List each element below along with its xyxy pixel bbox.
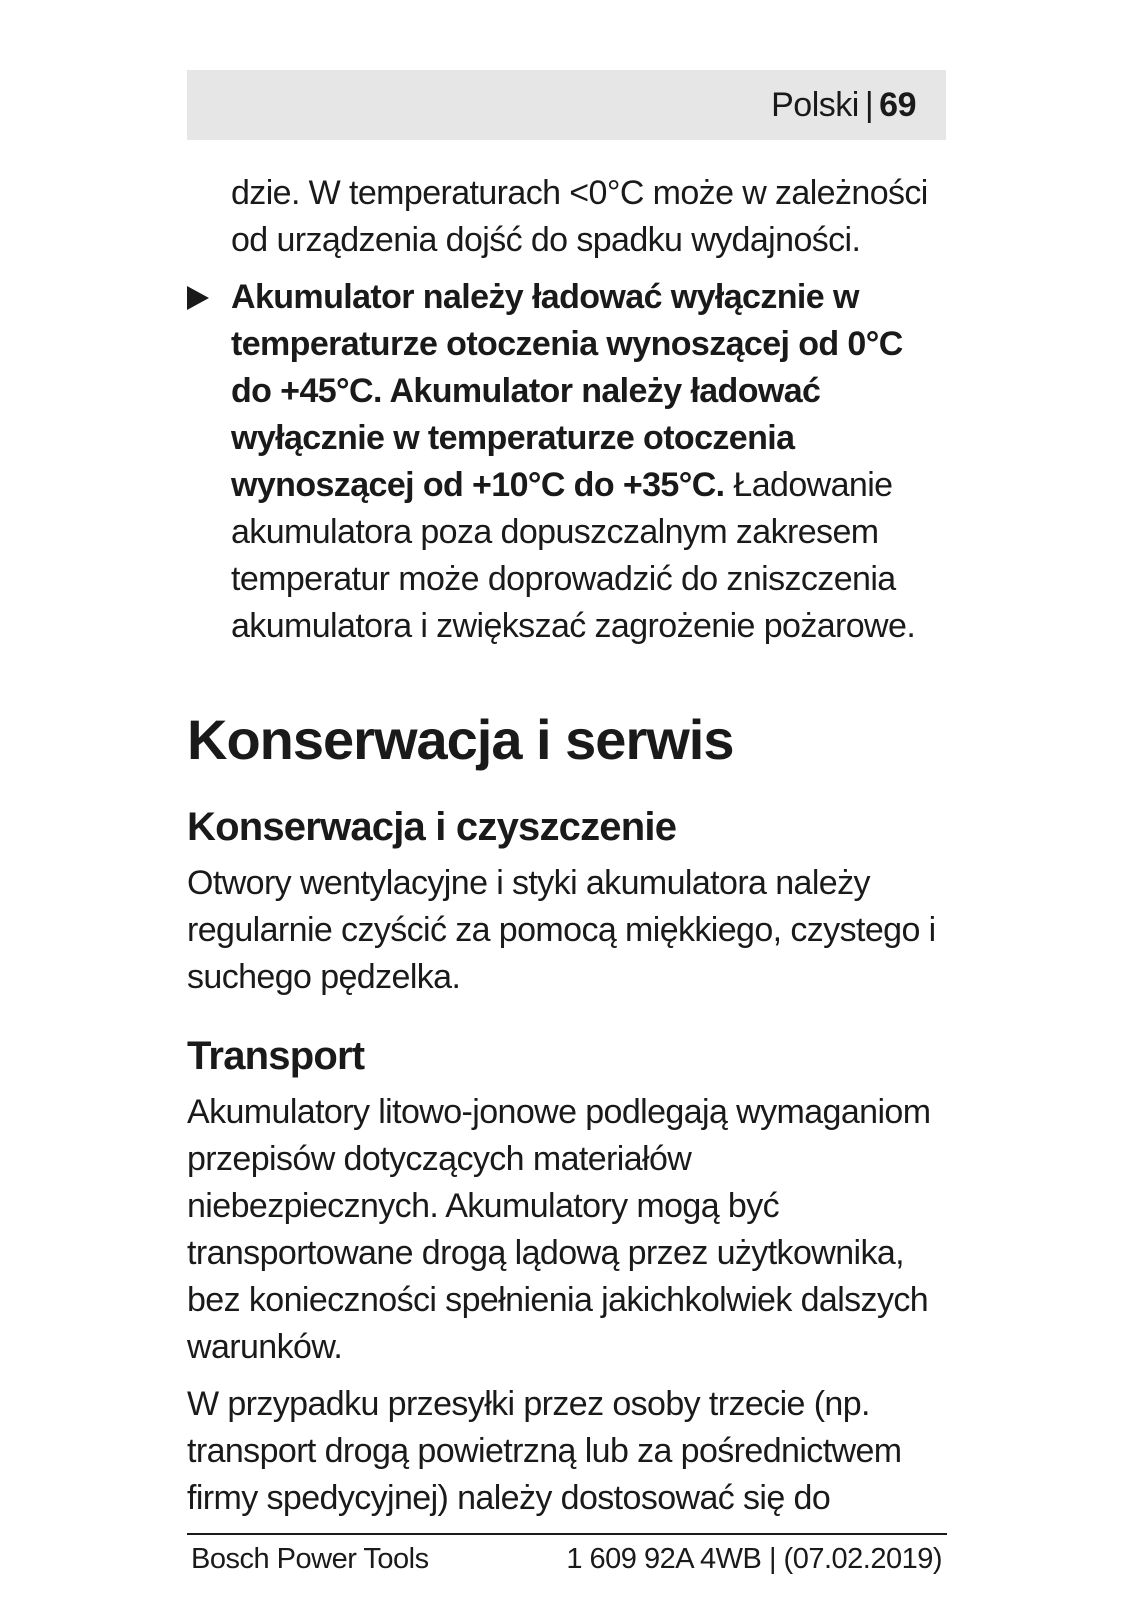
transport-heading: Transport (187, 1034, 365, 1078)
header-text (771, 84, 916, 126)
warning-item (187, 274, 947, 650)
warning-bold-text: Akumulator należy ładować wyłącznie w temperaturze otoczenia wynoszącej od 0°C do +45°C. Akumulator należy ładować wyłącznie w temperaturze otoczenia wynoszącej od +10°C do +35°C. (231, 278, 903, 504)
transport-paragraph-2: W przypadku przesyłki przez osoby trzecie (np. transport drogą powietrzną lub za pośrednictwem firmy spedycyjnej) należy dostosować się do (187, 1385, 902, 1517)
page-header (187, 70, 946, 140)
page-content (187, 170, 947, 1522)
continuation-paragraph: dzie. W temperaturach <0°C może w zależności od urządzenia dojść do spadku wydajności. (231, 174, 928, 259)
header-language: Polski (771, 86, 859, 124)
page-number: 69 (879, 86, 916, 124)
header-separator: | (864, 86, 874, 124)
footer-divider (187, 1533, 947, 1535)
triangle-bullet-icon (187, 286, 209, 310)
warning-normal-text: Ładowanie akumulatora poza dopuszczalnym zakresem temperatur może doprowadzić do zniszczenia akumulatora i zwiększać zagrożenie pożarowe. (231, 466, 916, 645)
section-title: Konserwacja i serwis (187, 708, 734, 771)
maintenance-heading: Konserwacja i czyszczenie (187, 805, 677, 849)
transport-paragraph-1: Akumulatory litowo-jonowe podlegają wymaganiom przepisów dotyczących materiałów niebezpiecznych. Akumulatory mogą być transportowane drogą lądową przez użytkownika, bez konieczności spełnienia jakichkolwiek dalszych warunków. (187, 1093, 931, 1366)
warning-paragraph (231, 274, 947, 650)
maintenance-paragraph: Otwory wentylacyjne i styki akumulatora należy regularnie czyścić za pomocą miękkiego, czystego i suchego pędzelka. (187, 864, 936, 996)
footer-doc-id: 1 609 92A 4WB | (07.02.2019) (566, 1543, 942, 1575)
footer-brand: Bosch Power Tools (191, 1543, 429, 1575)
